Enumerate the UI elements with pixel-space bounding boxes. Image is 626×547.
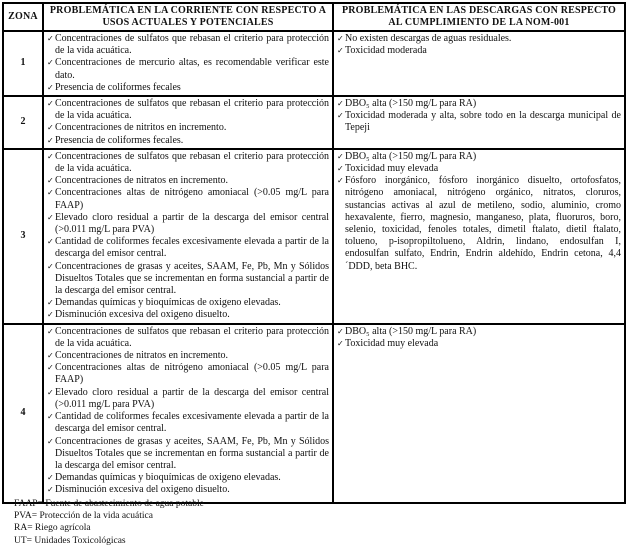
list-item-text: Concentraciones de grasas y aceites, SAAM, Fe, Pb, Mn y Sólidos Disueltos Totales que se incrementan en forma sustancial a partir de la descarga del emisor central. bbox=[55, 260, 329, 297]
list-item-text: Toxicidad muy elevada bbox=[345, 337, 439, 349]
header-row bbox=[3, 3, 625, 31]
list-item bbox=[337, 98, 621, 110]
checkmark-icon: ✓ bbox=[337, 151, 344, 161]
checkmark-icon: ✓ bbox=[337, 99, 344, 109]
list-item-text: Concentraciones de nitratos en incremento. bbox=[55, 175, 228, 187]
descargas-cell bbox=[333, 96, 625, 149]
list-item-text: Concentraciones de sulfatos que rebasan el criterio para protección de la vida acuática. bbox=[55, 98, 329, 122]
list-item bbox=[47, 350, 329, 362]
list-item bbox=[47, 411, 329, 435]
descargas-cell bbox=[333, 149, 625, 324]
list-item-text: Disminución excesiva del oxigeno disuelto. bbox=[55, 309, 230, 321]
footnote: RA= Riego agrícola bbox=[14, 523, 91, 534]
header-corriente: PROBLEMÁTICA EN LA CORRIENTE CON RESPECTO A USOS ACTUALES Y POTENCIALES bbox=[43, 3, 333, 31]
list-item-text: Concentraciones de nitratos en incremento. bbox=[55, 350, 228, 362]
list-item bbox=[47, 122, 329, 134]
list-item-text: Concentraciones de sulfatos que rebasan el criterio para protección de la vida acuática. bbox=[55, 33, 329, 57]
list-item-text: Disminución excesiva del oxigeno disuelto. bbox=[55, 484, 230, 496]
list-item-text: Cantidad de coliformes fecales excesivamente elevada a partir de la descarga del emisor central. bbox=[55, 411, 329, 435]
list-item bbox=[47, 387, 329, 411]
list-item-text: Elevado cloro residual a partir de la descarga del emisor central (>0.011 mg/L para PVA) bbox=[55, 386, 329, 410]
checkmark-icon: ✓ bbox=[47, 351, 54, 361]
list-item bbox=[337, 33, 621, 45]
checkmark-icon: ✓ bbox=[337, 34, 344, 43]
list-item bbox=[47, 472, 329, 484]
list-item bbox=[47, 82, 329, 94]
checkmark-icon: ✓ bbox=[47, 436, 54, 446]
list-item bbox=[47, 436, 329, 473]
list-item-text: No existen descargas de aguas residuales. bbox=[345, 33, 512, 44]
checkmark-icon: ✓ bbox=[47, 34, 54, 43]
table-row bbox=[3, 149, 625, 324]
problematica-table bbox=[2, 2, 626, 504]
checkmark-icon: ✓ bbox=[47, 310, 54, 320]
checkmark-icon: ✓ bbox=[47, 473, 54, 483]
checkmark-icon: ✓ bbox=[47, 188, 54, 198]
list-item bbox=[47, 484, 329, 496]
list-item-text: Concentraciones altas de nitrógeno amoniacal (>0.05 mg/L para FAAP) bbox=[55, 362, 329, 386]
descargas-list bbox=[337, 98, 621, 135]
list-item bbox=[337, 338, 621, 350]
corriente-list bbox=[47, 33, 329, 94]
checkmark-icon: ✓ bbox=[47, 82, 54, 92]
descargas-cell bbox=[333, 324, 625, 503]
checkmark-icon: ✓ bbox=[337, 111, 344, 121]
list-item bbox=[47, 236, 329, 260]
list-item bbox=[47, 362, 329, 386]
list-item-text: Concentraciones de sulfatos que rebasan el criterio para protección de la vida acuática. bbox=[55, 150, 329, 175]
list-item bbox=[337, 151, 621, 163]
checkmark-icon: ✓ bbox=[47, 99, 54, 109]
descargas-list bbox=[337, 326, 621, 350]
list-item-text: Presencia de coliformes fecales bbox=[55, 81, 181, 93]
checkmark-icon: ✓ bbox=[337, 46, 344, 56]
list-item-text: Concentraciones altas de nitrógeno amoniacal (>0.05 mg/L para FAAP) bbox=[55, 187, 329, 211]
checkmark-icon: ✓ bbox=[47, 412, 54, 422]
list-item-text: Concentraciones de nitritos en incremento. bbox=[55, 122, 227, 134]
descargas-list bbox=[337, 33, 621, 57]
table-row bbox=[3, 96, 625, 149]
corriente-list bbox=[47, 98, 329, 147]
list-item bbox=[337, 175, 621, 273]
corriente-cell bbox=[43, 96, 333, 149]
list-item-text: Concentraciones de mercurio altas, es recomendable verificar este dato. bbox=[55, 57, 329, 81]
list-item-text: DBO₅ alta (>150 mg/L para RA) bbox=[345, 98, 477, 110]
list-item-text: Elevado cloro residual a partir de la descarga del emisor central (>0.011 mg/L para PVA) bbox=[55, 211, 329, 236]
checkmark-icon: ✓ bbox=[47, 135, 54, 145]
corriente-cell bbox=[43, 324, 333, 503]
list-item bbox=[47, 135, 329, 147]
header-descargas: PROBLEMÁTICA EN LAS DESCARGAS CON RESPECTO AL CUMPLIMIENTO DE LA NOM-001 bbox=[333, 3, 625, 31]
list-item-text: Toxicidad moderada y alta, sobre todo en la descarga municipal de Tepeji bbox=[345, 110, 621, 134]
list-item bbox=[47, 57, 329, 81]
checkmark-icon: ✓ bbox=[47, 123, 54, 133]
header-zona: ZONA bbox=[3, 3, 43, 31]
zona-cell: 4 bbox=[3, 324, 43, 503]
footnote: PVA= Protección de la vida acuática bbox=[14, 511, 153, 522]
checkmark-icon: ✓ bbox=[337, 164, 344, 174]
table-row bbox=[3, 324, 625, 503]
list-item bbox=[47, 151, 329, 175]
corriente-list bbox=[47, 326, 329, 497]
descargas-list bbox=[337, 151, 621, 273]
zona-cell: 2 bbox=[3, 96, 43, 149]
checkmark-icon: ✓ bbox=[47, 485, 54, 495]
corriente-cell bbox=[43, 149, 333, 324]
list-item bbox=[47, 187, 329, 211]
checkmark-icon: ✓ bbox=[47, 363, 54, 373]
checkmark-icon: ✓ bbox=[337, 326, 344, 336]
list-item bbox=[337, 163, 621, 175]
footnote: UT= Unidades Toxicológicas bbox=[14, 535, 126, 546]
list-item-text: Concentraciones de grasas y aceites, SAAM, Fe, Pb, Mn y Sólidos Disueltos Totales que se incrementan en forma sustancial a partir de la descarga del emisor central. bbox=[55, 435, 329, 471]
list-item bbox=[47, 175, 329, 187]
list-item bbox=[47, 33, 329, 57]
checkmark-icon: ✓ bbox=[47, 58, 54, 68]
list-item-text: Presencia de coliformes fecales. bbox=[55, 134, 184, 146]
corriente-cell bbox=[43, 31, 333, 96]
descargas-cell bbox=[333, 31, 625, 96]
list-item-text: Demandas químicas y bioquímicas de oxigeno elevadas. bbox=[55, 472, 281, 484]
checkmark-icon: ✓ bbox=[47, 237, 54, 247]
list-item-text: Cantidad de coliformes fecales excesivamente elevada a partir de la descarga del emisor central. bbox=[55, 236, 329, 260]
checkmark-icon: ✓ bbox=[47, 261, 54, 271]
list-item bbox=[337, 110, 621, 134]
table-row bbox=[3, 31, 625, 96]
checkmark-icon: ✓ bbox=[47, 176, 54, 186]
list-item bbox=[47, 261, 329, 298]
checkmark-icon: ✓ bbox=[47, 212, 54, 222]
corriente-list bbox=[47, 151, 329, 322]
list-item-text: Concentraciones de sulfatos que rebasan el criterio para protección de la vida acuática. bbox=[55, 325, 329, 349]
checkmark-icon: ✓ bbox=[47, 387, 54, 397]
checkmark-icon: ✓ bbox=[47, 326, 54, 336]
list-item-text: DBO₅ alta (>150 mg/L para RA) bbox=[345, 150, 477, 162]
list-item bbox=[337, 45, 621, 57]
list-item bbox=[47, 326, 329, 350]
checkmark-icon: ✓ bbox=[47, 151, 54, 161]
list-item-text: Fósforo inorgánico, fósforo inorgánico disuelto, ortofosfatos, nitrógeno amoniacal, nitrógeno orgánico, nitratos, cloruros, sustancias activas al azul de metileno, sodio, aluminio, cromo hexavalente, fierro, magnesio, manganeso, plata, fluoruros, boro, selenio, toxicidad, fenoles totales, dimetil ftalato, dietil ftalato, tolueno, p-isopropiltolueno, Aldrin, lindano, endosulfan I, endosulfan sulfato, Endrin, Endrin aldehído, Endrin cetona, 4,4´DDD, beta BHC. bbox=[345, 175, 621, 272]
zona-cell: 1 bbox=[3, 31, 43, 96]
checkmark-icon: ✓ bbox=[47, 298, 54, 308]
checkmark-icon: ✓ bbox=[337, 176, 344, 186]
list-item bbox=[47, 309, 329, 321]
footnotes bbox=[14, 498, 204, 547]
list-item bbox=[47, 212, 329, 236]
list-item-text: DBO₅ alta (>150 mg/L para RA) bbox=[345, 325, 477, 337]
list-item bbox=[47, 98, 329, 122]
checkmark-icon: ✓ bbox=[337, 338, 344, 348]
list-item-text: Demandas químicas y bioquímicas de oxigeno elevadas. bbox=[55, 297, 281, 309]
list-item bbox=[337, 326, 621, 338]
zona-cell: 3 bbox=[3, 149, 43, 324]
footnote: FAAP= Fuente de abastecimiento de agua potable bbox=[14, 499, 204, 509]
table-body bbox=[3, 31, 625, 503]
list-item bbox=[47, 297, 329, 309]
list-item-text: Toxicidad muy elevada bbox=[345, 163, 439, 175]
list-item-text: Toxicidad moderada bbox=[345, 45, 427, 57]
